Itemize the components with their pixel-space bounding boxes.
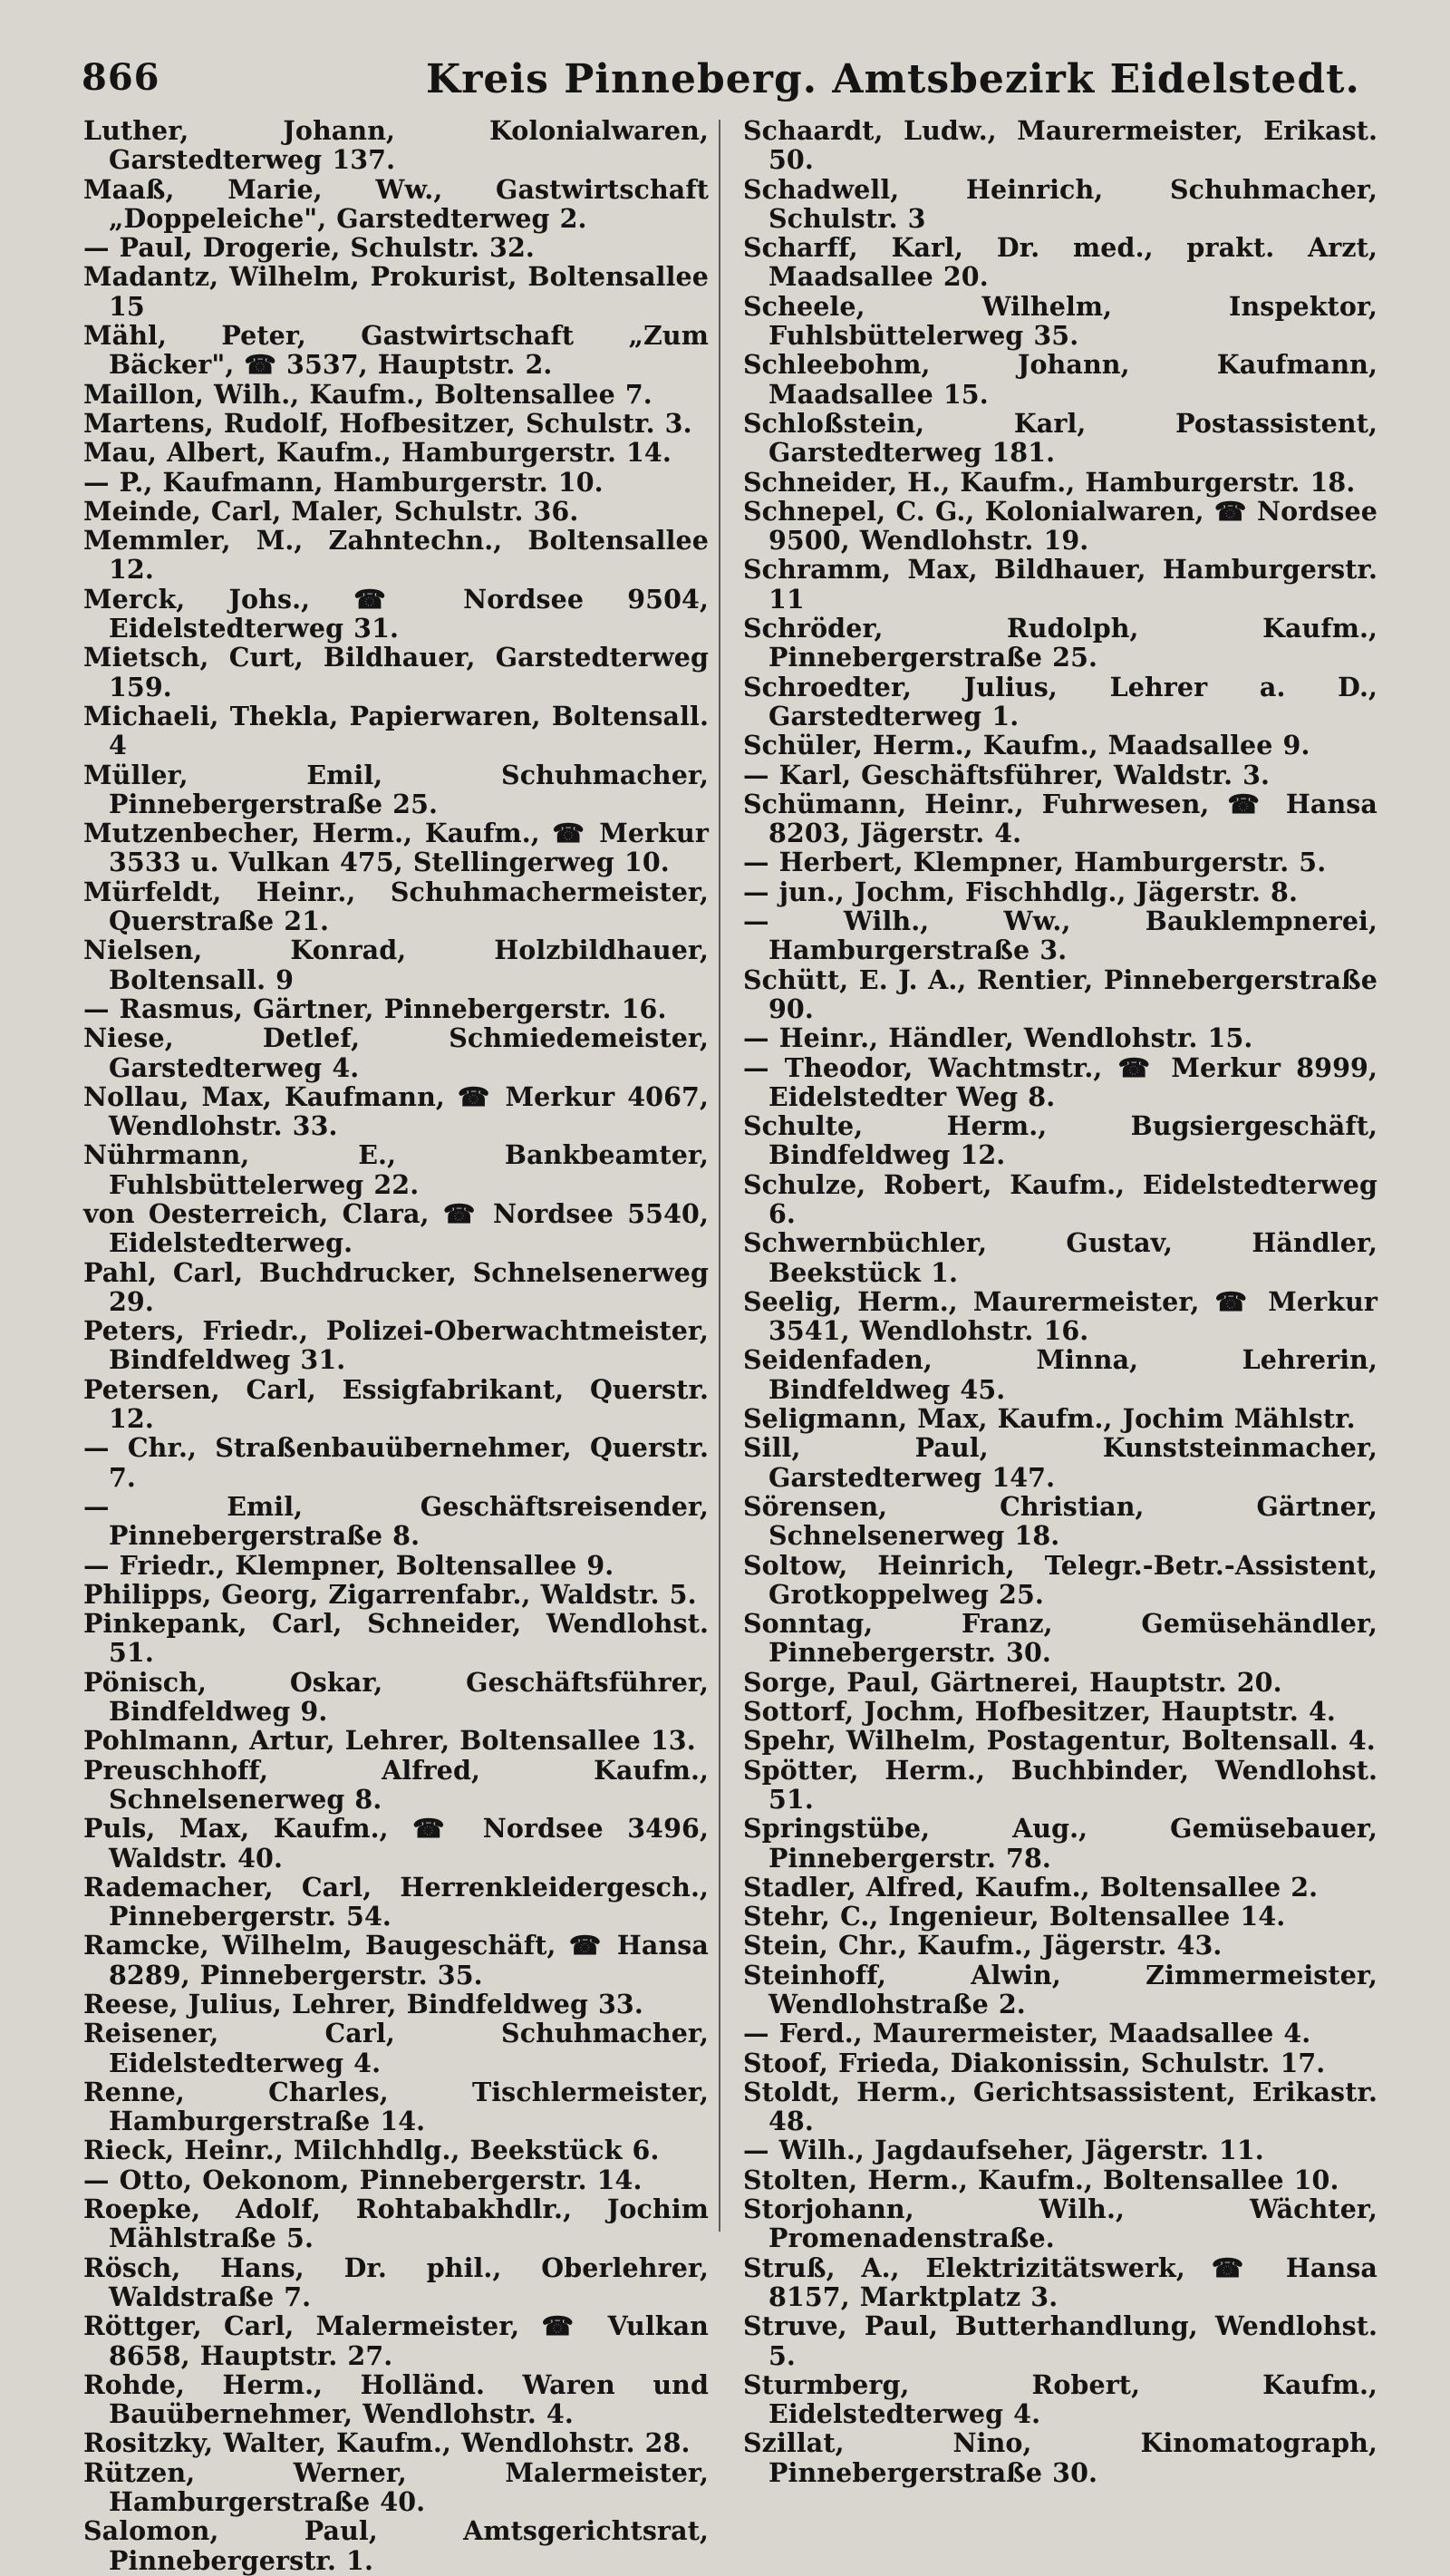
directory-entry: Michaeli, Thekla, Papierwaren, Boltensall. 4	[83, 700, 709, 761]
directory-entry: Scharff, Karl, Dr. med., prakt. Arzt, Maadsallee 20.	[743, 232, 1378, 293]
directory-entry: — Heinr., Händler, Wendlohstr. 15.	[743, 1022, 1253, 1054]
directory-entry: Schadwell, Heinrich, Schuhmacher, Schulstr. 3	[743, 173, 1378, 234]
directory-entry: Roepke, Adolf, Rohtabakhdlr., Jochim Mählstraße 5.	[83, 2193, 709, 2254]
directory-entry: — Wilh., Ww., Bauklempnerei, Hamburgerstraße 3.	[743, 905, 1378, 966]
directory-entry: — Emil, Geschäftsreisender, Pinnebergerstraße 8.	[83, 1490, 709, 1552]
page-title: Kreis Pinneberg. Amtsbezirk Eidelstedt.	[426, 56, 1360, 102]
directory-entry: Nührmann, E., Bankbeamter, Fuhlsbüttelerweg 22.	[83, 1139, 709, 1200]
directory-entry: Schümann, Heinr., Fuhrwesen, ☎ Hansa 8203, Jägerstr. 4.	[743, 788, 1378, 849]
directory-entry: Storjohann, Wilh., Wächter, Promenadenstraße.	[743, 2193, 1378, 2254]
directory-entry: Rademacher, Carl, Herrenkleidergesch., Pinnebergerstr. 54.	[83, 1871, 709, 1932]
directory-entry: Maaß, Marie, Ww., Gastwirtschaft „Doppeleiche", Garstedterweg 2.	[83, 173, 709, 234]
directory-entry: Schüler, Herm., Kaufm., Maadsallee 9.	[743, 730, 1310, 761]
directory-entry: Rösch, Hans, Dr. phil., Oberlehrer, Waldstraße 7.	[83, 2252, 709, 2312]
directory-entry: Struve, Paul, Butterhandlung, Wendlohst. 5.	[743, 2310, 1378, 2371]
directory-entry: Mürfeldt, Heinr., Schuhmachermeister, Querstraße 21.	[83, 876, 709, 937]
directory-entry: Martens, Rudolf, Hofbesitzer, Schulstr. 3.	[83, 407, 692, 439]
directory-entry: Puls, Max, Kaufm., ☎ Nordsee 3496, Waldstr. 40.	[83, 1813, 709, 1874]
directory-entry: Luther, Johann, Kolonialwaren, Garstedterweg 137.	[83, 115, 709, 176]
directory-entry: Stehr, C., Ingenieur, Boltensallee 14.	[743, 1901, 1286, 1932]
directory-entry: Renne, Charles, Tischlermeister, Hamburgerstraße 14.	[83, 2076, 709, 2137]
directory-entry: Pahl, Carl, Buchdrucker, Schnelsenerweg 29.	[83, 1256, 709, 1317]
directory-entry: Philipps, Georg, Zigarrenfabr., Waldstr. 5.	[83, 1578, 697, 1610]
directory-entry: Salomon, Paul, Amtsgerichtsrat, Pinnebergerstr. 1.	[83, 2515, 709, 2576]
directory-entry: Niese, Detlef, Schmiedemeister, Garstedterweg 4.	[83, 1022, 709, 1083]
left-column	[83, 116, 709, 2575]
directory-entry: Schulte, Herm., Bugsiergeschäft, Bindfeldweg 12.	[743, 1110, 1378, 1171]
directory-entry: Nielsen, Konrad, Holzbildhauer, Boltensall. 9	[83, 935, 709, 995]
directory-entry: Sorge, Paul, Gärtnerei, Hauptstr. 20.	[743, 1666, 1282, 1698]
directory-entry: Madantz, Wilhelm, Prokurist, Boltensallee 15	[83, 261, 709, 322]
directory-entry: Schloßstein, Karl, Postassistent, Garstedterweg 181.	[743, 407, 1378, 469]
directory-entry: Sill, Paul, Kunststeinmacher, Garstedterweg 147.	[743, 1432, 1378, 1493]
directory-entry: Mutzenbecher, Herm., Kaufm., ☎ Merkur 3533 u. Vulkan 475, Stellingerweg 10.	[83, 818, 709, 878]
directory-entry: Springstübe, Aug., Gemüsebauer, Pinnebergerstr. 78.	[743, 1813, 1378, 1874]
directory-entry: Rieck, Heinr., Milchhdlg., Beekstück 6.	[83, 2135, 660, 2166]
directory-entry: Memmler, M., Zahntechn., Boltensallee 12.	[83, 525, 709, 586]
directory-entry: Schnepel, C. G., Kolonialwaren, ☎ Nordsee 9500, Wendlohstr. 19.	[743, 495, 1378, 557]
directory-entry: Preuschhoff, Alfred, Kaufm., Schnelsenerweg 8.	[83, 1754, 709, 1815]
directory-entry: — Otto, Oekonom, Pinnebergerstr. 14.	[83, 2164, 643, 2195]
directory-entry: Schroedter, Julius, Lehrer a. D., Garstedterweg 1.	[743, 671, 1378, 731]
directory-entry: — Karl, Geschäftsführer, Waldstr. 3.	[743, 759, 1271, 790]
directory-entry: Pohlmann, Artur, Lehrer, Boltensallee 13.	[83, 1725, 696, 1757]
directory-entry: Mietsch, Curt, Bildhauer, Garstedterweg 159.	[83, 642, 709, 702]
directory-entry: Sturmberg, Robert, Kaufm., Eidelstedterweg 4.	[743, 2368, 1378, 2430]
directory-entry: Meinde, Carl, Maler, Schulstr. 36.	[83, 495, 579, 527]
column-divider	[719, 120, 720, 2232]
directory-entry: Scheele, Wilhelm, Inspektor, Fuhlsbüttelerweg 35.	[743, 290, 1378, 352]
directory-entry: Merck, Johs., ☎ Nordsee 9504, Eidelstedterweg 31.	[83, 583, 709, 644]
directory-entry: Spehr, Wilhelm, Postagentur, Boltensall. 4.	[743, 1725, 1376, 1757]
directory-entry: Schulze, Robert, Kaufm., Eidelstedterweg 6.	[743, 1168, 1378, 1229]
directory-entry: Struß, A., Elektrizitätswerk, ☎ Hansa 8157, Marktplatz 3.	[743, 2252, 1378, 2312]
directory-entry: — Theodor, Wachtmstr., ☎ Merkur 8999, Eidelstedter Weg 8.	[743, 1051, 1378, 1112]
directory-entry: Stadler, Alfred, Kaufm., Boltensallee 2.	[743, 1871, 1319, 1903]
directory-entry: — Rasmus, Gärtner, Pinnebergerstr. 16.	[83, 993, 667, 1024]
directory-entry: Rositzky, Walter, Kaufm., Wendlohstr. 28.	[83, 2427, 691, 2459]
directory-entry: Seligmann, Max, Kaufm., Jochim Mählstr.	[743, 1403, 1356, 1435]
page-header	[82, 56, 1378, 120]
directory-entry: Stoof, Frieda, Diakonissin, Schulstr. 17.	[743, 2047, 1326, 2078]
directory-entry: von Oesterreich, Clara, ☎ Nordsee 5540, Eidelstedterweg.	[83, 1197, 709, 1259]
directory-entry: Soltow, Heinrich, Telegr.-Betr.-Assistent, Grotkoppelweg 25.	[743, 1549, 1378, 1610]
directory-entry: — Chr., Straßenbauübernehmer, Querstr. 7.	[83, 1432, 709, 1493]
directory-entry: Pönisch, Oskar, Geschäftsführer, Bindfeldweg 9.	[83, 1666, 709, 1728]
right-column	[743, 116, 1378, 2487]
page-number: 866	[82, 56, 160, 99]
directory-entry: Maillon, Wilh., Kaufm., Boltensallee 7.	[83, 378, 652, 410]
directory-entry: — Friedr., Klempner, Boltensallee 9.	[83, 1549, 614, 1581]
directory-entry: Seelig, Herm., Maurermeister, ☎ Merkur 3541, Wendlohstr. 16.	[743, 1285, 1378, 1347]
directory-entry: Schaardt, Ludw., Maurermeister, Erikast. 50.	[743, 115, 1378, 176]
directory-entry: Rohde, Herm., Holländ. Waren und Bauübernehmer, Wendlohstr. 4.	[83, 2368, 709, 2430]
directory-entry: Sörensen, Christian, Gärtner, Schnelsenerweg 18.	[743, 1490, 1378, 1552]
directory-entry: — Wilh., Jagdaufseher, Jägerstr. 11.	[743, 2135, 1264, 2166]
directory-entry: Schütt, E. J. A., Rentier, Pinnebergerstraße 90.	[743, 964, 1378, 1024]
directory-entry: — jun., Jochm, Fischhdlg., Jägerstr. 8.	[743, 876, 1298, 907]
directory-entry: Ramcke, Wilhelm, Baugeschäft, ☎ Hansa 8289, Pinnebergerstr. 35.	[83, 1930, 709, 1990]
directory-entry: — P., Kaufmann, Hamburgerstr. 10.	[83, 466, 604, 498]
directory-entry: Petersen, Carl, Essigfabrikant, Querstr. 12.	[83, 1373, 709, 1435]
directory-entry: Mähl, Peter, Gastwirtschaft „Zum Bäcker", ☎ 3537, Hauptstr. 2.	[83, 320, 709, 381]
directory-entry: Schröder, Rudolph, Kaufm., Pinnebergerstraße 25.	[743, 613, 1378, 673]
directory-entry: Müller, Emil, Schuhmacher, Pinnebergerstraße 25.	[83, 759, 709, 819]
directory-entry: Reisener, Carl, Schuhmacher, Eidelstedterweg 4.	[83, 2018, 709, 2078]
directory-entry: — Ferd., Maurermeister, Maadsallee 4.	[743, 2018, 1311, 2049]
directory-entry: Schneider, H., Kaufm., Hamburgerstr. 18.	[743, 466, 1356, 498]
directory-entry: Schleebohm, Johann, Kaufmann, Maadsallee 15.	[743, 349, 1378, 410]
directory-entry: Rützen, Werner, Malermeister, Hamburgerstraße 40.	[83, 2456, 709, 2518]
directory-entry: Stolten, Herm., Kaufm., Boltensallee 10.	[743, 2164, 1339, 2195]
directory-entry: Pinkepank, Carl, Schneider, Wendlohst. 51.	[83, 1608, 709, 1669]
directory-entry: Röttger, Carl, Malermeister, ☎ Vulkan 8658, Hauptstr. 27.	[83, 2310, 709, 2371]
directory-entry: Schramm, Max, Bildhauer, Hamburgerstr. 11	[743, 554, 1378, 615]
directory-entry: Sonntag, Franz, Gemüsehändler, Pinnebergerstr. 30.	[743, 1608, 1378, 1669]
directory-entry: Mau, Albert, Kaufm., Hamburgerstr. 14.	[83, 437, 672, 469]
directory-entry: Steinhoff, Alwin, Zimmermeister, Wendlohstraße 2.	[743, 1959, 1378, 2019]
directory-entry: Sottorf, Jochm, Hofbesitzer, Hauptstr. 4.	[743, 1696, 1336, 1728]
directory-entry: Schwernbüchler, Gustav, Händler, Beekstück 1.	[743, 1227, 1378, 1288]
directory-entry: Szillat, Nino, Kinomatograph, Pinnebergerstraße 30.	[743, 2427, 1378, 2488]
directory-entry: Reese, Julius, Lehrer, Bindfeldweg 33.	[83, 1989, 643, 2019]
directory-entry: Spötter, Herm., Buchbinder, Wendlohst. 51.	[743, 1754, 1378, 1815]
directory-entry: — Paul, Drogerie, Schulstr. 32.	[83, 232, 535, 264]
directory-entry: Peters, Friedr., Polizei-Oberwachtmeister, Bindfeldweg 31.	[83, 1315, 709, 1376]
directory-entry: Stoldt, Herm., Gerichtsassistent, Erikastr. 48.	[743, 2076, 1378, 2137]
directory-entry: — Herbert, Klempner, Hamburgerstr. 5.	[743, 847, 1327, 878]
directory-entry: Seidenfaden, Minna, Lehrerin, Bindfeldweg 45.	[743, 1344, 1378, 1405]
directory-entry: Stein, Chr., Kaufm., Jägerstr. 43.	[743, 1930, 1223, 1961]
directory-entry: Nollau, Max, Kaufmann, ☎ Merkur 4067, Wendlohstr. 33.	[83, 1080, 709, 1142]
